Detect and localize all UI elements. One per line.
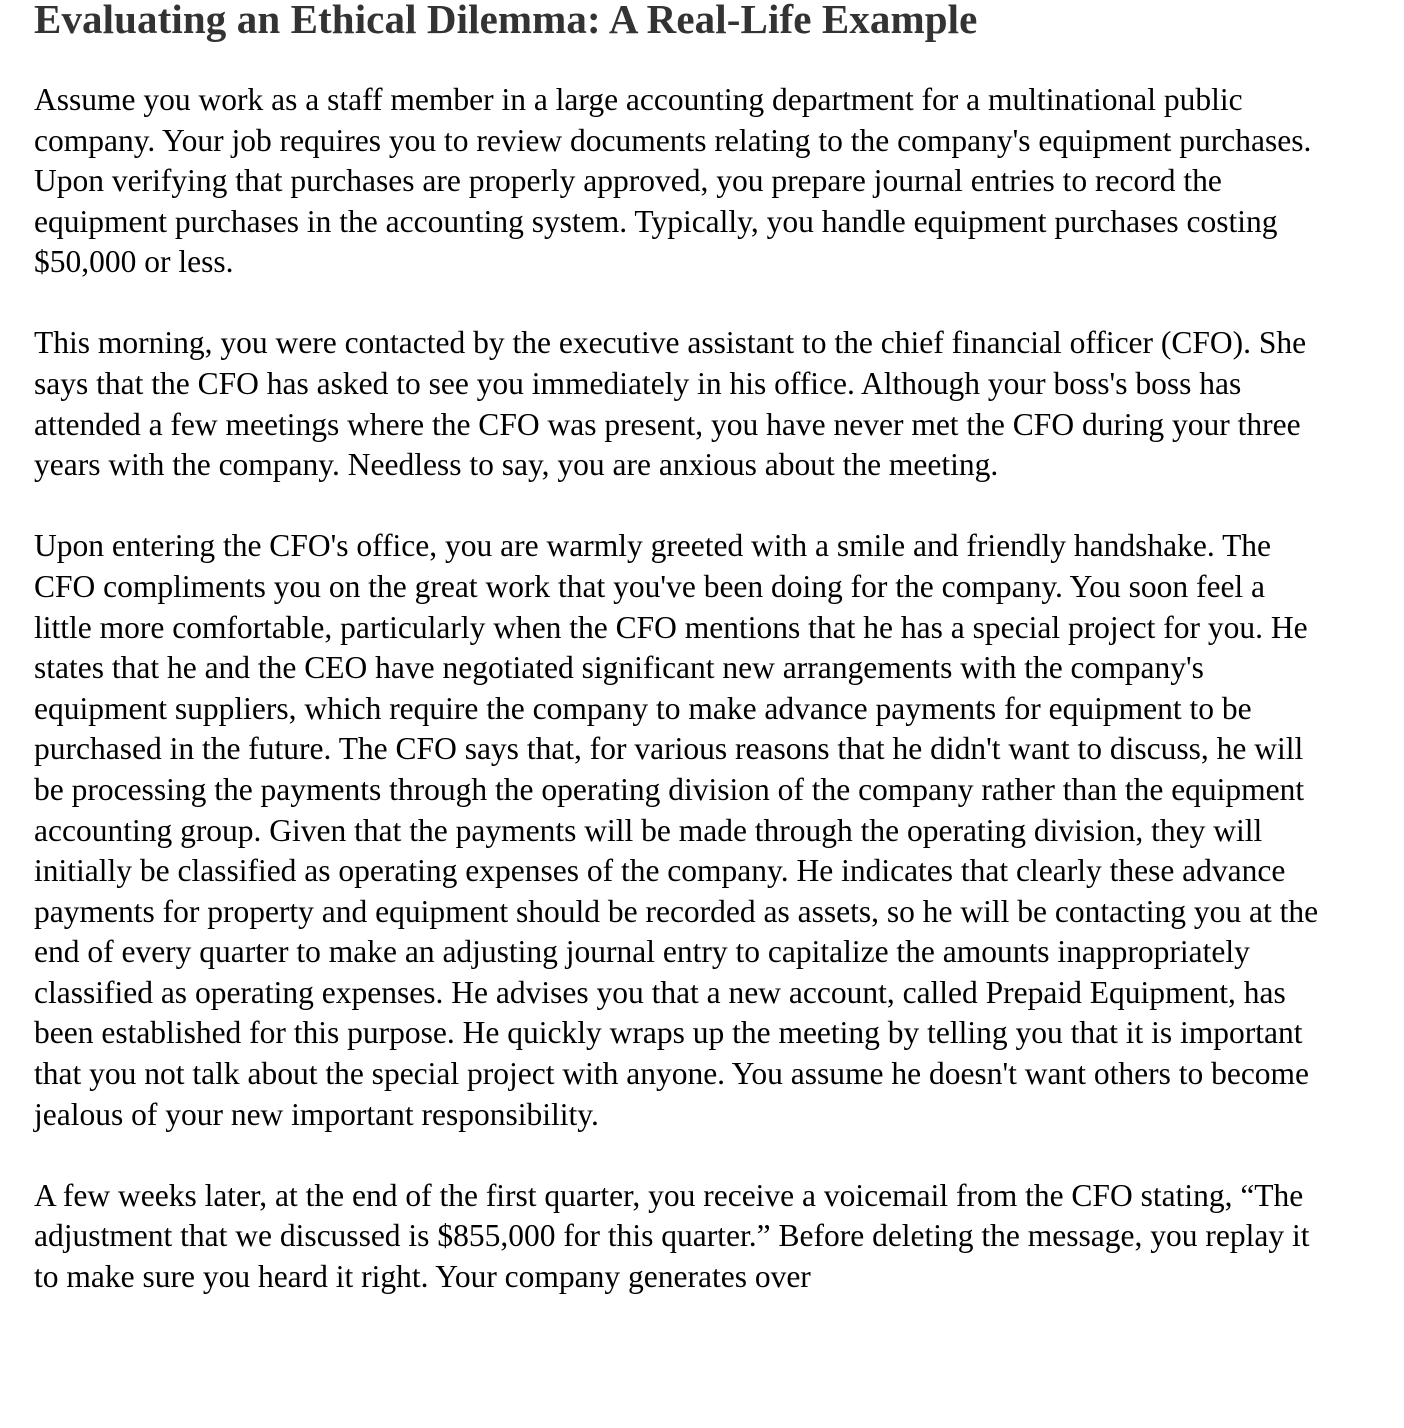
article — [34, 0, 1324, 1298]
article-title: Evaluating an Ethical Dilemma: A Real-Life Example — [34, 0, 978, 42]
paragraph-2: This morning, you were contacted by the executive assistant to the chief financial officer (CFO). She says that the CFO has asked to see you immediately in his office. Although your boss's boss has attended a few meetings where the CFO was present, you have never met the CFO during your three years with the company. Needless to say, you are anxious about the meeting. — [34, 325, 1307, 483]
paragraph-3: Upon entering the CFO's office, you are warmly greeted with a smile and friendly handshake. The CFO compliments you on the great work that you've been doing for the company. You soon feel a little more comfortable, particularly when the CFO mentions that he has a special project for you. He states that he and the CEO have negotiated significant new arrangements with the company's equipment suppliers, which require the company to make advance payments for equipment to be purchased in the future. The CFO says that, for various reasons that he didn't want to discuss, he will be processing the payments through the operating division of the company rather than the equipment accounting group. Given that the payments will be made through the operating division, they will initially be classified as operating expenses of the company. He indicates that clearly these advance payments for property and equipment should be recorded as assets, so he will be contacting you at the end of every quarter to make an adjusting journal entry to capitalize the amounts inappropriately classified as operating expenses. He advises you that a new account, called Prepaid Equipment, has been established for this purpose. He quickly wraps up the meeting by telling you that it is important that you not talk about the special project with anyone. You assume he doesn't want others to become jealous of your new important responsibility. — [34, 528, 1319, 1132]
paragraph-4: A few weeks later, at the end of the first quarter, you receive a voicemail from the CFO stating, “The adjustment that we discussed is $855,000 for this quarter.” Before deleting the message, you replay it to make sure you heard it right. Your company generates over — [34, 1177, 1310, 1294]
paragraph-1: Assume you work as a staff member in a large accounting department for a multinational public company. Your job requires you to review documents relating to the company's equipment purchases. Upon verifying that purchases are properly approved, you prepare journal entries to record the equipment purchases in the accounting system. Typically, you handle equipment purchases costing $50,000 or less. — [34, 82, 1312, 280]
